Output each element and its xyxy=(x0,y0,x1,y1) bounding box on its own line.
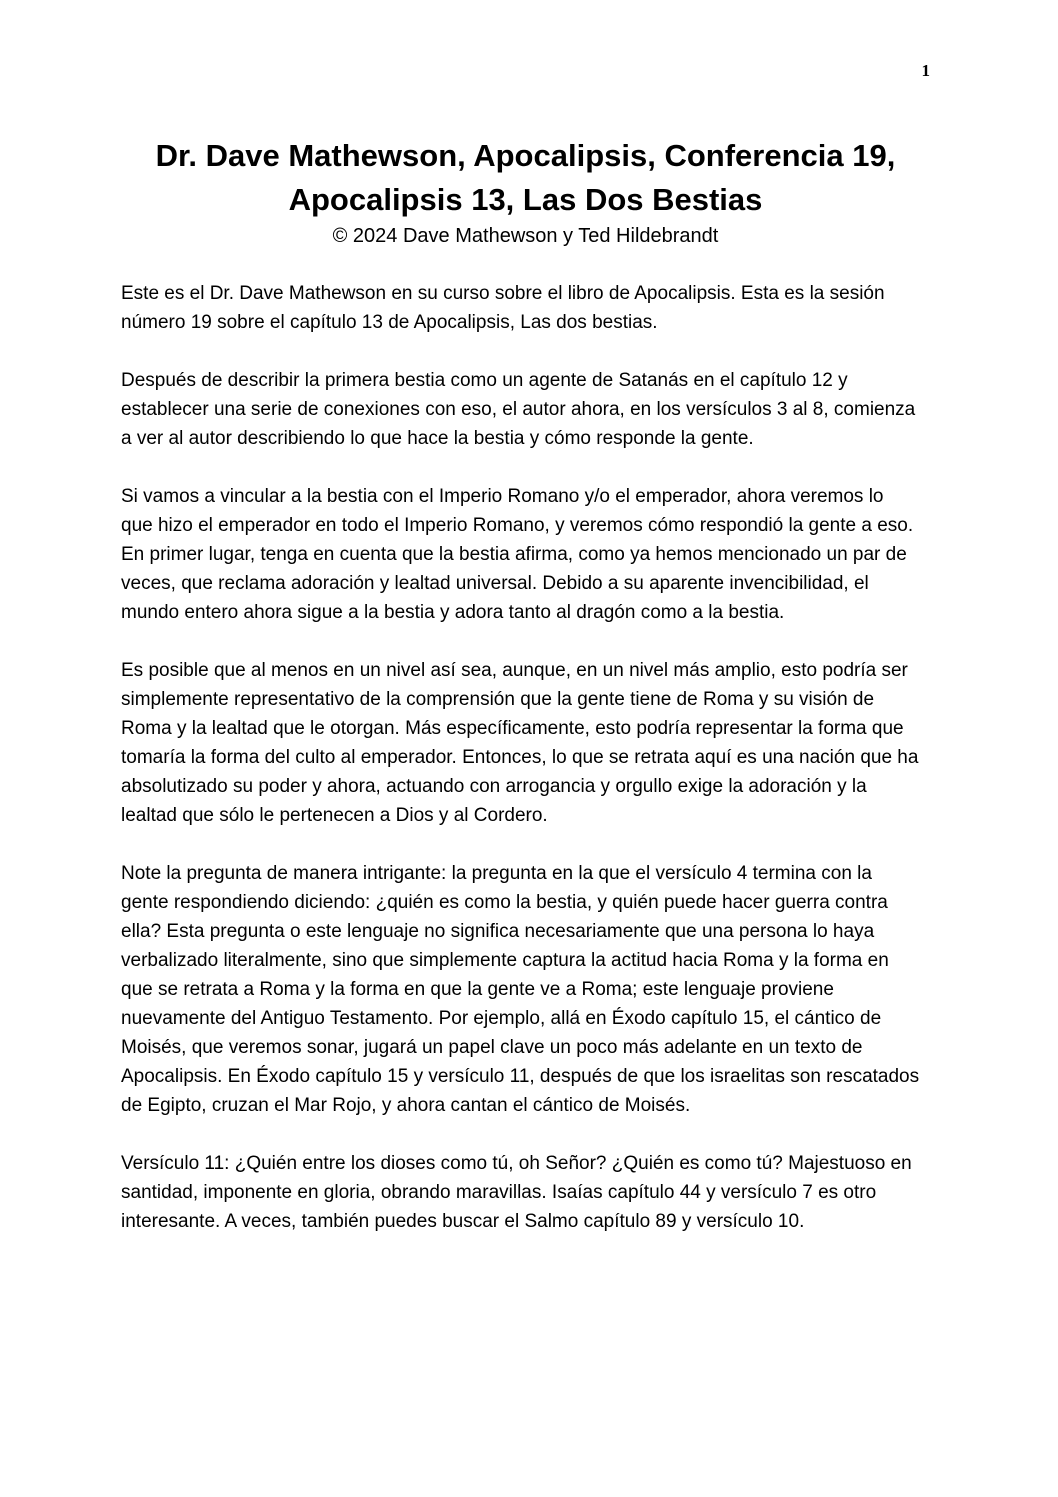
document-body xyxy=(121,279,930,1236)
paragraph-pregunta-versiculo-4: Note la pregunta de manera intrigante: la pregunta en la que el versículo 4 termina con la gente respondiendo diciendo: ¿quién es como la bestia, y quién puede hacer guerra contra ella? Esta pregunta o este lenguaje no significa necesariamente que una persona lo haya verbalizado literalmente, sino que simplemente captura la actitud hacia Roma y la forma en que se retrata a Roma y la forma en que la gente ve a Roma; este lenguaje proviene nuevamente del Antiguo Testamento. Por ejemplo, allá en Éxodo capítulo 15, el cántico de Moisés, que veremos sonar, jugará un papel clave un poco más adelante en un texto de Apocalipsis. En Éxodo capítulo 15 y versículo 11, después de que los israelitas son rescatados de Egipto, cruzan el Mar Rojo, y ahora cantan el cántico de Moisés. xyxy=(121,863,920,1116)
paragraph-intro: Este es el Dr. Dave Mathewson en su curso sobre el libro de Apocalipsis. Esta es la sesión número 19 sobre el capítulo 13 de Apocalipsis, Las dos bestias. xyxy=(121,283,885,333)
document-title xyxy=(121,134,930,222)
paragraph-nivel-amplio: Es posible que al menos en un nivel así sea, aunque, en un nivel más amplio, esto podría ser simplemente representativo de la comprensión que la gente tiene de Roma y su visión de Roma y la lealtad que le otorgan. Más específicamente, esto podría representar la forma que tomaría la forma del culto al emperador. Entonces, lo que se retrata aquí es una nación que ha absolutizado su poder y ahora, actuando con arrogancia y orgullo exige la adoración y la lealtad que sólo le pertenecen a Dios y al Cordero. xyxy=(121,660,919,826)
paragraph-versiculo-11: Versículo 11: ¿Quién entre los dioses como tú, oh Señor? ¿Quién es como tú? Majestuoso en santidad, imponente en gloria, obrando maravillas. Isaías capítulo 44 y versículo 7 es otro interesante. A veces, también puedes buscar el Salmo capítulo 89 y versículo 10. xyxy=(121,1153,912,1232)
document-title-line-1: Dr. Dave Mathewson, Apocalipsis, Conferencia 19, xyxy=(155,138,896,173)
page-number: 1 xyxy=(921,61,930,80)
paragraph-imperio-romano: Si vamos a vincular a la bestia con el Imperio Romano y/o el emperador, ahora veremos lo que hizo el emperador en todo el Imperio Romano, y veremos cómo respondió la gente a eso. En primer lugar, tenga en cuenta que la bestia afirma, como ya hemos mencionado un par de veces, que reclama adoración y lealtad universal. Debido a su aparente invencibilidad, el mundo entero ahora sigue a la bestia y adora tanto al dragón como a la bestia. xyxy=(121,486,914,623)
document-title-line-2: Apocalipsis 13, Las Dos Bestias xyxy=(288,182,763,217)
copyright-line: © 2024 Dave Mathewson y Ted Hildebrandt xyxy=(332,225,719,247)
paragraph-despues: Después de describir la primera bestia como un agente de Satanás en el capítulo 12 y establecer una serie de conexiones con eso, el autor ahora, en los versículos 3 al 8, comienza a ver al autor describiendo lo que hace la bestia y cómo responde la gente. xyxy=(121,370,916,449)
